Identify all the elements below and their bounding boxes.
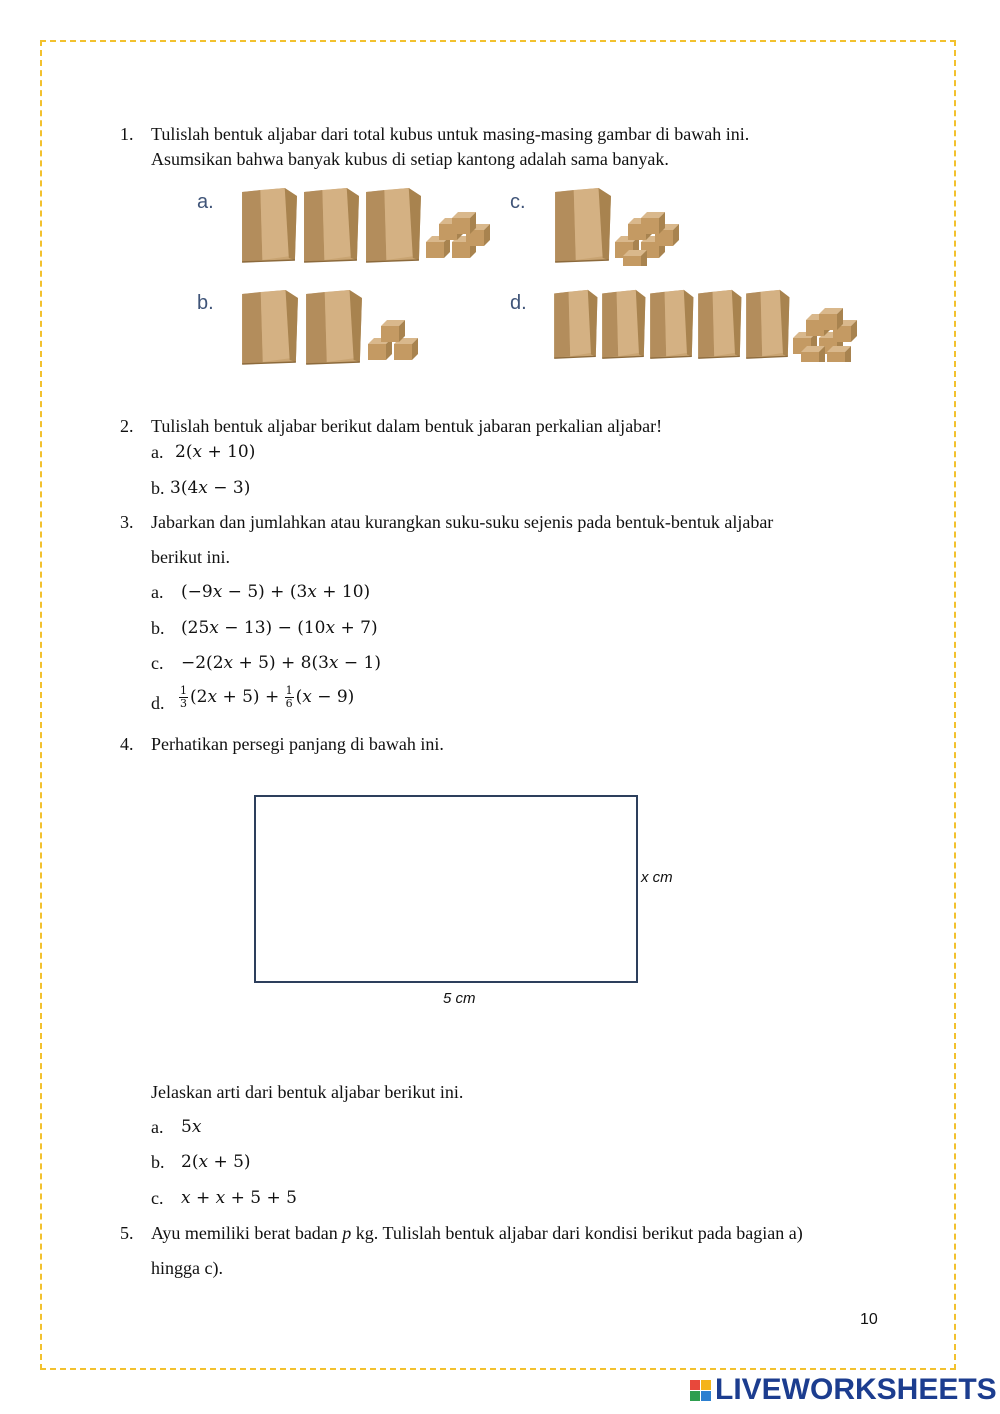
figure-b-label: b. xyxy=(197,292,214,314)
figure-c-label: c. xyxy=(510,191,526,213)
q3-d-part1: (2𝑥 + 5) + xyxy=(190,687,280,707)
liveworksheets-logo[interactable] xyxy=(690,1375,997,1405)
q2-b-label: b. xyxy=(151,478,165,498)
q3-c-label: c. xyxy=(151,653,164,673)
q3-c-expression: −2(2𝑥 + 5) + 8(3𝑥 − 1) xyxy=(181,653,381,673)
q2-a-label: a. xyxy=(151,442,164,462)
q4-text: Perhatikan persegi panjang di bawah ini. xyxy=(151,734,444,754)
q3-text-line1: Jabarkan dan jumlahkan atau kurangkan suku-suku sejenis pada bentuk-bentuk aljabar xyxy=(151,512,774,532)
paper-bag xyxy=(551,288,599,360)
rectangle-figure xyxy=(254,795,638,983)
cube-pile xyxy=(368,308,438,368)
fraction-one-third xyxy=(179,685,188,710)
q5-text-line1 xyxy=(151,1222,803,1244)
q4-a-label: a. xyxy=(151,1117,164,1137)
paper-bag xyxy=(300,186,361,264)
q4-c-label: c. xyxy=(151,1188,164,1208)
q1-text-line1: Tulislah bentuk aljabar dari total kubus untuk masing-masing gambar di bawah ini. xyxy=(151,124,750,144)
q5-text-line2: hingga c). xyxy=(151,1258,223,1278)
q5-text-pre: Ayu memiliki berat badan xyxy=(151,1223,343,1243)
logo-icon xyxy=(690,1380,711,1401)
q3-d-label: d. xyxy=(151,693,165,713)
q5-variable: p xyxy=(342,1223,352,1243)
q3-d-expression xyxy=(179,685,354,710)
q3-b-expression: (25𝑥 − 13) − (10𝑥 + 7) xyxy=(181,618,378,638)
page-border xyxy=(40,40,956,1370)
cube-pile xyxy=(426,206,496,266)
page-number: 10 xyxy=(860,1311,878,1328)
paper-bag xyxy=(302,288,364,366)
q3-b-label: b. xyxy=(151,618,165,638)
q5-text-post: kg. Tulislah bentuk aljabar dari kondisi berikut pada bagian a) xyxy=(351,1223,803,1243)
cube-pile xyxy=(615,206,685,266)
q3-a-label: a. xyxy=(151,582,164,602)
fraction-denominator: 6 xyxy=(285,697,293,710)
paper-bag xyxy=(238,288,300,366)
q4-c-expression: 𝑥 + 𝑥 + 5 + 5 xyxy=(181,1188,297,1208)
paper-bag xyxy=(647,288,695,360)
paper-bag xyxy=(362,186,423,264)
q1-text-line2: Asumsikan bahwa banyak kubus di setiap kantong adalah sama banyak. xyxy=(151,149,669,169)
fraction-numerator: 1 xyxy=(285,684,293,697)
q2-text: Tulislah bentuk aljabar berikut dalam bentuk jabaran perkalian aljabar! xyxy=(151,416,663,436)
figure-a-label: a. xyxy=(197,191,214,213)
q4-prompt: Jelaskan arti dari bentuk aljabar berikut ini. xyxy=(151,1082,464,1102)
q4-a-expression: 5𝑥 xyxy=(181,1117,202,1137)
q4-number: 4. xyxy=(120,734,134,754)
brand-name: LIVEWORKSHEETS xyxy=(715,1373,997,1406)
q3-text-line2: berikut ini. xyxy=(151,547,230,567)
q3-d-part2: (𝑥 − 9) xyxy=(295,687,355,707)
figure-d-label: d. xyxy=(510,292,527,314)
rectangle-width-label: 5 cm xyxy=(443,990,476,1007)
q3-number: 3. xyxy=(120,512,134,532)
rectangle-height-label: x cm xyxy=(641,869,673,886)
q4-b-label: b. xyxy=(151,1152,165,1172)
q2-a-expression: 2(𝑥 + 10) xyxy=(175,442,256,462)
paper-bag xyxy=(695,288,743,360)
q2-number: 2. xyxy=(120,416,134,436)
q3-a-expression: (−9𝑥 − 5) + (3𝑥 + 10) xyxy=(181,582,371,602)
paper-bag xyxy=(743,288,791,360)
paper-bag xyxy=(599,288,647,360)
q1-number: 1. xyxy=(120,124,134,144)
q4-b-expression: 2(𝑥 + 5) xyxy=(181,1152,251,1172)
fraction-numerator: 1 xyxy=(180,684,187,697)
fraction-denominator: 3 xyxy=(180,697,187,710)
cube-pile xyxy=(793,302,863,362)
paper-bag xyxy=(238,186,299,264)
fraction-one-sixth xyxy=(285,685,294,710)
q5-number: 5. xyxy=(120,1223,134,1243)
q2-b-expression: 3(4𝑥 − 3) xyxy=(170,478,251,498)
paper-bag xyxy=(551,186,613,264)
